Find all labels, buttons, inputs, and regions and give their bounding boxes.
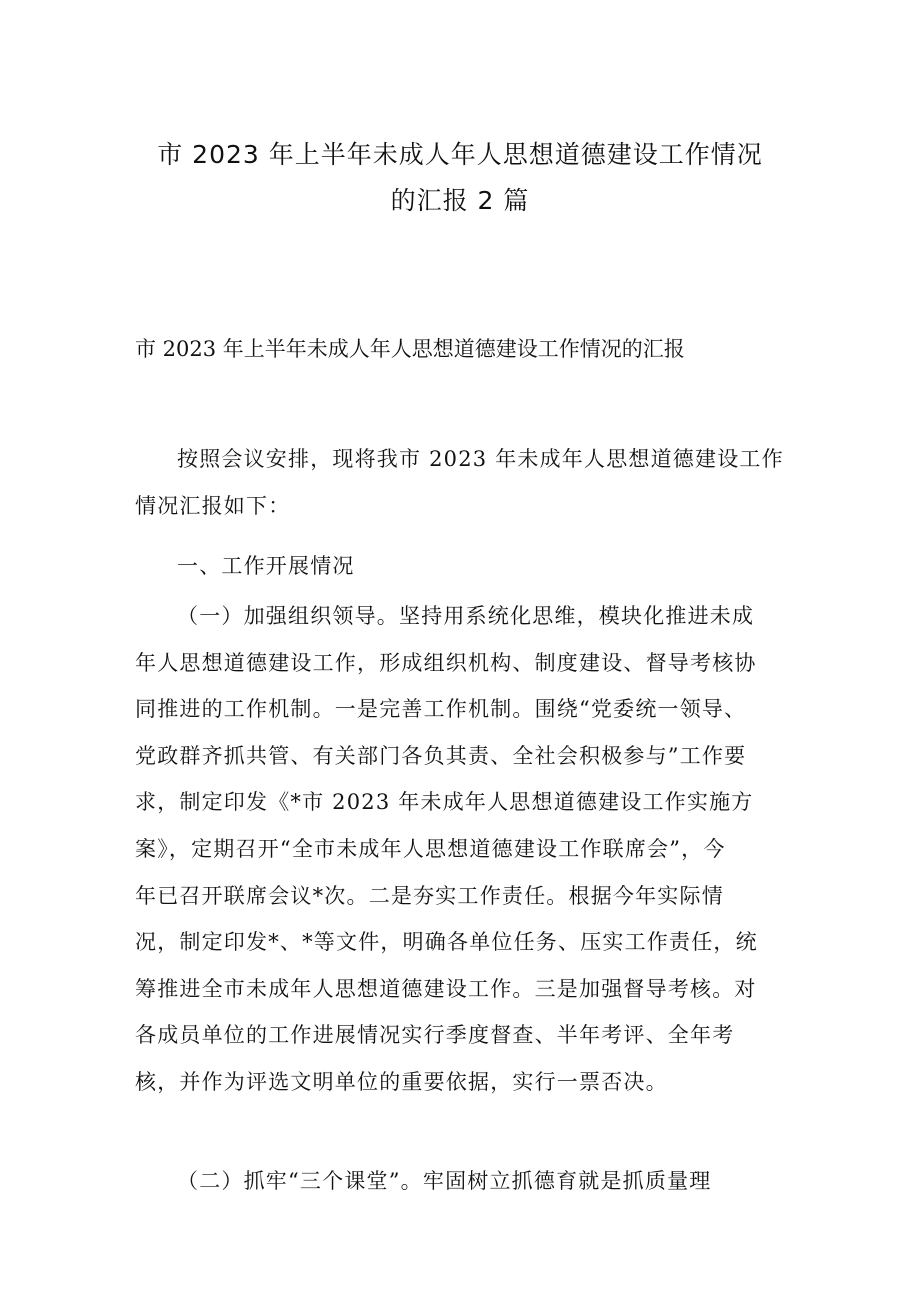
text-line: 按照会议安排，现将我市 2023 年未成年人思想道德建设工作 (177, 447, 784, 471)
text-line: 年人思想道德建设工作，形成组织机构、制度建设、督导考核协 (135, 650, 757, 675)
title-line: 的汇报 2 篇 (390, 186, 530, 215)
title-line: 市 2023 年上半年未成人年人思想道德建设工作情况 (157, 140, 763, 169)
text-line: 年已召开联席会议*次。二是夯实工作责任。根据今年实际情 (135, 883, 724, 908)
intro-paragraph (135, 436, 795, 529)
document-subtitle: 市 2023 年上半年未成人年人思想道德建设工作情况的汇报 (135, 337, 685, 361)
text-line: 同推进的工作机制。一是完善工作机制。围绕“党委统一领导、 (135, 697, 747, 722)
text-line: 筹推进全市未成年人思想道德建设工作。三是加强督导考核。对 (135, 976, 757, 1001)
text-line: （二）抓牢“三个课堂”。牢固树立抓德育就是抓质量理 (177, 1169, 712, 1193)
document-title (120, 132, 800, 224)
text-line: 况，制定印发*、*等文件，明确各单位任务、压实工作责任，统 (135, 930, 758, 955)
text-line: （一）加强组织领导。坚持用系统化思维，模块化推进未成 (177, 604, 755, 628)
text-line: 求，制定印发《*市 2023 年未成年人思想道德建设工作实施方 (135, 790, 754, 815)
text-line: 党政群齐抓共管、有关部门各负其责、全社会积极参与”工作要 (135, 743, 747, 768)
section-1-paragraph (135, 593, 795, 1106)
section-heading (135, 543, 795, 590)
text-line: 案》，定期召开“全市未成年人思想道德建设工作联席会”，今 (135, 836, 726, 861)
text-line: 情况汇报如下： (135, 493, 291, 518)
text-line: 一、工作开展情况 (177, 554, 355, 578)
section-2-paragraph (135, 1158, 795, 1205)
text-line: 核，并作为评选文明单位的重要依据，实行一票否决。 (135, 1069, 668, 1094)
text-line: 各成员单位的工作进展情况实行季度督查、半年考评、全年考 (135, 1023, 735, 1048)
